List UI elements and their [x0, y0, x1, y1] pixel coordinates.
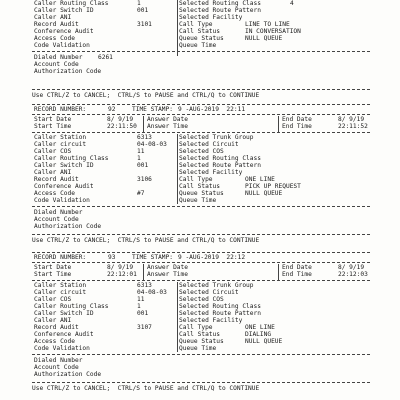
- caller-cos-value: 11: [137, 148, 145, 155]
- caller-switch-id-value: 001: [137, 7, 149, 14]
- start-time-value: 22:11:50: [107, 123, 137, 130]
- account-code-label: Account Code: [34, 216, 79, 223]
- prompt-text: Use CTRL/Z to CANCEL; CTRL/S to PAUSE and CTRL/Q to CONTINUE: [32, 385, 260, 392]
- call-type-label: Call Type: [179, 21, 213, 28]
- selected-routing-class-label: Selected Routing Class: [179, 303, 261, 310]
- code-validation-label: Code Validation: [34, 345, 90, 352]
- selected-circuit-label: Selected Circuit: [179, 141, 239, 148]
- record-partial: [32, 0, 370, 75]
- authorization-code-label: Authorization Code: [34, 68, 102, 75]
- caller-ani-label: Caller ANI: [34, 14, 72, 21]
- caller-station-label: Caller Station: [34, 282, 87, 289]
- row-switch-id: [32, 7, 370, 14]
- row-dialed-number: [32, 54, 370, 61]
- answer-time-label: Answer Time: [147, 271, 188, 278]
- access-code-label: Access Code: [34, 190, 75, 197]
- call-type-value: LINE TO LINE: [245, 21, 290, 28]
- answer-date-label: Answer Date: [147, 116, 188, 123]
- record-number-label: RECORD NUMBER:: [34, 254, 87, 261]
- divider: [32, 252, 370, 253]
- start-time-label: Start Time: [34, 271, 72, 278]
- end-time-label: End Time: [282, 123, 312, 130]
- start-time-label: Start Time: [34, 123, 72, 130]
- prompt-text: Use CTRL/Z to CANCEL; CTRL/S to PAUSE and CTRL/Q to CONTINUE: [32, 92, 260, 99]
- caller-routing-class-label: Caller Routing Class: [34, 0, 109, 7]
- divider: [32, 104, 370, 105]
- dialed-number-label: Dialed Number: [34, 357, 83, 364]
- selected-facility-label: Selected Facility: [179, 14, 243, 21]
- end-date-value: 8/ 9/19: [338, 264, 365, 271]
- call-status-label: Call Status: [179, 183, 220, 190]
- caller-switch-id-value: 001: [137, 162, 149, 169]
- call-type-label: Call Type: [179, 324, 213, 331]
- code-validation-label: Code Validation: [34, 197, 90, 204]
- row-authorization-code: [32, 68, 370, 75]
- row-record-audit: [32, 21, 370, 28]
- row-access-code: [32, 35, 370, 42]
- row-ani: [32, 14, 370, 21]
- caller-ani-label: Caller ANI: [34, 169, 72, 176]
- authorization-code-label: Authorization Code: [34, 371, 102, 378]
- column-divider: [278, 264, 279, 280]
- detail-block: [32, 134, 370, 204]
- record-header: [32, 254, 370, 262]
- dialed-number-label: Dialed Number: [34, 54, 83, 61]
- caller-station-label: Caller Station: [34, 134, 87, 141]
- column-divider: [143, 264, 144, 280]
- queue-time-label: Queue Time: [179, 345, 217, 352]
- caller-routing-class-value: 1: [137, 155, 141, 162]
- authorization-code-label: Authorization Code: [34, 223, 102, 230]
- account-code-label: Account Code: [34, 61, 79, 68]
- selected-route-pattern-label: Selected Route Pattern: [179, 310, 261, 317]
- end-time-value: 22:11:52: [338, 123, 368, 130]
- record-audit-label: Record Audit: [34, 21, 79, 28]
- time-stamp-value: 9 -AUG-2019 22:12: [178, 254, 246, 261]
- caller-switch-id-value: 001: [137, 310, 149, 317]
- record-number-value: 92: [108, 106, 116, 113]
- column-divider: [177, 134, 178, 204]
- caller-circuit-value: 04-08-03: [137, 141, 167, 148]
- start-date-label: Start Date: [34, 264, 72, 271]
- caller-station-value: 6313: [137, 134, 152, 141]
- start-time-value: 22:12:01: [107, 271, 137, 278]
- date-block: [32, 264, 370, 280]
- selected-circuit-label: Selected Circuit: [179, 289, 239, 296]
- end-date-label: End Date: [282, 264, 312, 271]
- queue-time-label: Queue Time: [179, 197, 217, 204]
- call-status-value: PICK UP REQUEST: [245, 183, 301, 190]
- row-conference-audit: [32, 28, 370, 35]
- start-date-value: 8/ 9/19: [107, 264, 134, 271]
- selected-routing-class-label: Selected Routing Class: [179, 155, 261, 162]
- call-status-label: Call Status: [179, 331, 220, 338]
- access-code-label: Access Code: [34, 35, 75, 42]
- access-code-value: #7: [137, 190, 145, 197]
- selected-routing-class-label: Selected Routing Class: [179, 0, 261, 7]
- time-stamp-label: TIME STAMP:: [132, 254, 173, 261]
- queue-time-label: Queue Time: [179, 42, 217, 49]
- divider: [32, 382, 370, 383]
- record-audit-value: 3107: [137, 324, 152, 331]
- selected-trunk-group-label: Selected Trunk Group: [179, 134, 254, 141]
- caller-cos-value: 11: [137, 296, 145, 303]
- access-code-label: Access Code: [34, 338, 75, 345]
- queue-status-label: Queue Status: [179, 338, 224, 345]
- column-divider: [177, 282, 178, 352]
- row-account-code: [32, 61, 370, 68]
- record-header: [32, 106, 370, 114]
- conference-audit-label: Conference Audit: [34, 28, 94, 35]
- divider: [32, 89, 370, 90]
- account-code-label: Account Code: [34, 364, 79, 371]
- record-number-value: 93: [108, 254, 116, 261]
- call-status-value: DIALING: [245, 331, 272, 338]
- caller-switch-id-label: Caller Switch ID: [34, 162, 94, 169]
- record-92: [32, 106, 370, 230]
- selected-trunk-group-label: Selected Trunk Group: [179, 282, 254, 289]
- conference-audit-label: Conference Audit: [34, 331, 94, 338]
- caller-switch-id-label: Caller Switch ID: [34, 7, 94, 14]
- dialed-number-value: 6261: [98, 54, 113, 61]
- caller-cos-label: Caller COS: [34, 148, 72, 155]
- selected-route-pattern-label: Selected Route Pattern: [179, 162, 261, 169]
- selected-cos-label: Selected COS: [179, 148, 224, 155]
- caller-circuit-label: Caller circuit: [34, 289, 87, 296]
- conference-audit-label: Conference Audit: [34, 183, 94, 190]
- divider: [32, 206, 370, 207]
- dialed-number-label: Dialed Number: [34, 209, 83, 216]
- record-audit-label: Record Audit: [34, 176, 79, 183]
- end-time-label: End Time: [282, 271, 312, 278]
- call-type-value: ONE LINE: [245, 324, 275, 331]
- end-date-value: 8/ 9/19: [338, 116, 365, 123]
- caller-routing-class-label: Caller Routing Class: [34, 155, 109, 162]
- caller-routing-class-label: Caller Routing Class: [34, 303, 109, 310]
- date-block: [32, 116, 370, 132]
- divider: [32, 132, 370, 133]
- record-number-label: RECORD NUMBER:: [34, 106, 87, 113]
- detail-block: [32, 282, 370, 352]
- call-status-label: Call Status: [179, 28, 220, 35]
- divider: [32, 262, 370, 263]
- caller-cos-label: Caller COS: [34, 296, 72, 303]
- caller-circuit-label: Caller circuit: [34, 141, 87, 148]
- record-audit-value: 3101: [137, 21, 152, 28]
- queue-status-value: NULL QUEUE: [245, 190, 283, 197]
- start-date-label: Start Date: [34, 116, 72, 123]
- end-time-value: 22:12:03: [338, 271, 368, 278]
- caller-ani-label: Caller ANI: [34, 317, 72, 324]
- start-date-value: 8/ 9/19: [107, 116, 134, 123]
- caller-station-value: 6313: [137, 282, 152, 289]
- queue-status-value: NULL QUEUE: [245, 338, 283, 345]
- call-type-label: Call Type: [179, 176, 213, 183]
- row-routing-class: [32, 0, 370, 7]
- column-divider: [278, 116, 279, 132]
- record-audit-value: 3106: [137, 176, 152, 183]
- queue-status-label: Queue Status: [179, 35, 224, 42]
- selected-routing-class-value: 4: [290, 0, 294, 7]
- selected-facility-label: Selected Facility: [179, 317, 243, 324]
- queue-status-label: Queue Status: [179, 190, 224, 197]
- queue-status-value: NULL QUEUE: [245, 35, 283, 42]
- divider: [32, 114, 370, 115]
- caller-routing-class-value: 1: [137, 0, 141, 7]
- divider: [32, 280, 370, 281]
- caller-switch-id-label: Caller Switch ID: [34, 310, 94, 317]
- column-divider: [143, 116, 144, 132]
- column-divider: [177, 0, 178, 56]
- record-audit-label: Record Audit: [34, 324, 79, 331]
- answer-date-label: Answer Date: [147, 264, 188, 271]
- record-93: [32, 254, 370, 378]
- call-type-value: ONE LINE: [245, 176, 275, 183]
- caller-circuit-value: 04-08-03: [137, 289, 167, 296]
- row-code-validation: [32, 42, 370, 49]
- caller-routing-class-value: 1: [137, 303, 141, 310]
- selected-cos-label: Selected COS: [179, 296, 224, 303]
- code-validation-label: Code Validation: [34, 42, 90, 49]
- prompt-text: Use CTRL/Z to CANCEL; CTRL/S to PAUSE and CTRL/Q to CONTINUE: [32, 237, 260, 244]
- time-stamp-label: TIME STAMP:: [132, 106, 173, 113]
- divider: [32, 234, 370, 235]
- divider: [32, 354, 370, 355]
- call-status-value: IN CONVERSATION: [245, 28, 301, 35]
- answer-time-label: Answer Time: [147, 123, 188, 130]
- selected-route-pattern-label: Selected Route Pattern: [179, 7, 261, 14]
- selected-facility-label: Selected Facility: [179, 169, 243, 176]
- time-stamp-value: 9 -AUG-2019 22:11: [178, 106, 246, 113]
- divider: [32, 51, 370, 52]
- end-date-label: End Date: [282, 116, 312, 123]
